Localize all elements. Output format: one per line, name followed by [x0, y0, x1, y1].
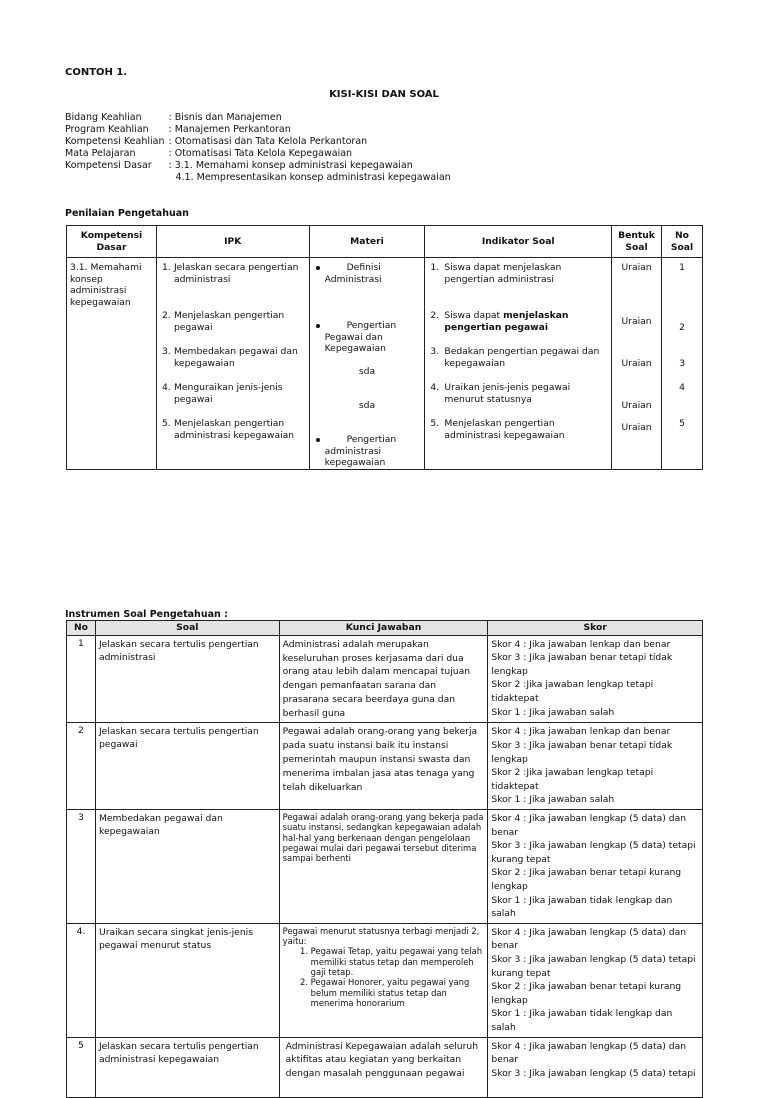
row-kunci	[279, 635, 488, 723]
skor-line-1: Skor 4 : Jika jawaban lengkap (5 data) dan benar	[491, 813, 687, 838]
materi-item-1	[313, 262, 422, 285]
indikator-list	[428, 262, 608, 462]
row-soal: Uraikan secara singkat jenis-jenis pegawai menurut status	[95, 923, 279, 1037]
ipk-item-3	[160, 346, 306, 369]
no-soal-item-3: 3	[679, 358, 685, 369]
row-kunci	[279, 1037, 488, 1097]
skor-line-2: Skor 3 : Jika jawaban benar tetapi tidak lengkap	[491, 740, 673, 765]
row-kunci	[279, 923, 488, 1037]
skor-line-3: Skor 2 : Jika jawaban benar tetapi kurang lengkap	[491, 981, 682, 1006]
ipk-item-1	[160, 262, 306, 285]
ipk-num: 3.	[161, 346, 171, 357]
info-value-0: : Bisnis dan Manajemen	[168, 112, 282, 123]
indikator-bold-text: menjelaskan pengertian pegawai	[444, 310, 569, 333]
header-skor: Skor	[488, 621, 703, 636]
row-kunci	[279, 810, 488, 924]
materi-list	[313, 262, 422, 469]
kunci-list-item-1: 1. Pegawai Tetap, yaitu pegawai yang telah memiliki status tetap dan memperoleh gaji tetap.	[311, 946, 485, 977]
info-label-2: Kompetensi Keahlian	[65, 136, 165, 147]
bentuk-item-2: Uraian	[621, 316, 652, 327]
kunci-text: Pegawai menurut statusnya terbagi menjadi 2, yaitu:	[282, 925, 480, 947]
info-label-0: Bidang Keahlian	[65, 112, 142, 123]
skor-line-1: Skor 4 : Jika jawaban lengkap (5 data) dan benar	[491, 926, 687, 952]
info-value-2: : Otomatisasi dan Tata Kelola Perkantoran	[168, 136, 368, 147]
row-skor	[488, 1037, 703, 1097]
skor-line-3: Skor 2 : Jika jawaban benar tetapi kurang lengkap	[491, 867, 682, 893]
no-soal-item-1: 1	[679, 262, 685, 273]
info-value-5: 4.1. Mempresentasikan konsep administrasi kepegawaian	[175, 172, 451, 183]
kisi-table	[66, 225, 703, 470]
skor-line-1: Skor 4 : Jika jawaban lenkap dan benar	[491, 638, 671, 650]
info-value-3: : Otomatisasi Tata Kelola Kepegawaian	[168, 148, 353, 159]
no-soal-item-5: 5	[679, 418, 685, 429]
ipk-num: 4.	[161, 382, 171, 393]
ipk-text: Menjelaskan pengertian administrasi kepegawaian	[173, 418, 295, 441]
indikator-text: Siswa dapat	[444, 310, 504, 321]
ipk-text: Menguraikan jenis-jenis pegawai	[173, 382, 283, 405]
indikator-num: 2.	[430, 310, 440, 321]
row-skor	[488, 635, 703, 723]
header-kunci: Kunci Jawaban	[279, 621, 488, 636]
header-bentuk: Bentuk Soal	[612, 226, 662, 258]
indikator-item-3	[428, 346, 608, 369]
instrumen-row	[67, 635, 703, 723]
indikator-num: 5.	[430, 418, 440, 429]
ipk-list	[160, 262, 306, 462]
bentuk-list	[615, 262, 658, 462]
skor-line-4: Skor 1 : Jika jawaban salah	[491, 794, 615, 806]
instrumen-table	[66, 620, 703, 1098]
row-soal: Membedakan pegawai dan kepegawaian	[95, 810, 279, 924]
skor-line-2: Skor 3 : Jika jawaban lengkap (5 data) tetapi kurang tepat	[491, 840, 696, 865]
row-soal: Jelaskan secara tertulis pengertian administrasi	[95, 635, 279, 723]
skor-line-4: Skor 1 : Jika jawaban salah	[491, 706, 615, 718]
materi-text: Pengertian administrasi kepegawaian	[324, 434, 397, 469]
bentuk-item-3: Uraian	[621, 358, 652, 369]
indikator-num: 3.	[430, 346, 440, 357]
materi-text: Definisi Administrasi	[324, 262, 382, 285]
info-label-5	[65, 172, 168, 184]
info-label-4: Kompetensi Dasar	[65, 160, 152, 171]
materi-item-3	[313, 366, 422, 378]
indikator-text: Menjelaskan pengertian administrasi kepegawaian	[444, 418, 565, 441]
bentuk-item-4: Uraian	[621, 400, 652, 411]
row-kunci	[279, 723, 488, 810]
bullet-icon	[316, 324, 320, 328]
skor-line-2: Skor 3 : Jika jawaban lengkap (5 data) tetapi kurang tepat	[491, 953, 696, 979]
ipk-num: 5.	[161, 418, 171, 429]
kunci-text: Administrasi adalah merupakan keseluruhan proses kerjasama dari dua orang atau lebih dalam mencapai tujuan dengan pemanfaatan sarana dan prasarana secara beerdaya guna dan berhasil guna	[282, 638, 471, 719]
instrumen-row	[67, 810, 703, 924]
row-soal: Jelaskan secara tertulis pengertian administrasi kepegawaian	[95, 1037, 279, 1097]
row-soal: Jelaskan secara tertulis pengertian pegawai	[95, 723, 279, 810]
skor-line-4: Skor 1 : Jika jawaban tidak lengkap dan salah	[491, 894, 673, 920]
info-block	[65, 112, 455, 184]
page-title: KISI-KISI DAN SOAL	[329, 89, 439, 100]
header-soal: Soal	[95, 621, 279, 636]
bentuk-item-1: Uraian	[621, 262, 652, 273]
skor-line-4: Skor 1 : Jika jawaban tidak lengkap dan salah	[491, 1008, 673, 1033]
instrumen-row	[67, 923, 703, 1037]
materi-item-2	[313, 320, 422, 355]
kunci-text: Pegawai adalah orang-orang yang bekerja pada suatu instansi baik itu instansi pemerintah maupun instansi swasta dan menerima imbalan jasa atas tenaga yang telah dikeluarkan	[282, 726, 478, 793]
materi-text: sda	[358, 366, 376, 377]
instrumen-row	[67, 723, 703, 810]
header-kd: Kompetensi Dasar	[67, 226, 157, 258]
row-no: 4.	[67, 923, 96, 1037]
section2-title: Instrumen Soal Pengetahuan :	[65, 609, 228, 620]
indikator-text: Siswa dapat menjelaskan pengertian administrasi	[444, 262, 562, 285]
bentuk-item-5: Uraian	[621, 422, 652, 433]
materi-item-4	[313, 400, 422, 412]
info-label-1: Program Keahlian	[65, 124, 149, 135]
section1-title: Penilaian Pengetahuan	[65, 208, 189, 219]
no-soal-item-4: 4	[679, 382, 685, 393]
ipk-text: Menjelaskan pengertian pegawai	[173, 310, 285, 333]
skor-line-2: Skor 3 : Jika jawaban lengkap (5 data) tetapi	[491, 1067, 696, 1079]
example-label: CONTOH 1.	[65, 67, 128, 78]
info-value-1: : Manajemen Perkantoran	[168, 124, 291, 135]
instrumen-row	[67, 1037, 703, 1097]
ipk-item-5	[160, 418, 306, 441]
bullet-icon	[316, 266, 320, 270]
materi-text: Pengertian Pegawai dan Kepegawaian	[324, 320, 397, 355]
row-no: 3	[67, 810, 96, 924]
header-no2: No	[67, 621, 96, 636]
row-no: 5	[67, 1037, 96, 1097]
info-value-4: : 3.1. Memahami konsep administrasi kepegawaian	[168, 160, 413, 171]
indikator-num: 1.	[430, 262, 440, 273]
row-skor	[488, 810, 703, 924]
materi-text: sda	[358, 400, 376, 411]
skor-line-2: Skor 3 : Jika jawaban benar tetapi tidak lengkap	[491, 652, 673, 677]
ipk-item-4	[160, 382, 306, 405]
skor-line-1: Skor 4 : Jika jawaban lengkap (5 data) dan benar	[491, 1040, 687, 1066]
materi-item-5	[313, 434, 422, 469]
indikator-item-4	[428, 382, 608, 405]
info-label-3: Mata Pelajaran	[65, 148, 136, 159]
row-skor	[488, 923, 703, 1037]
header-ipk: IPK	[156, 226, 309, 258]
skor-line-3: Skor 2 :Jika jawaban lengkap tetapi tidaktepat	[491, 679, 654, 705]
kunci-list-item-2: 2. Pegawai Honorer, yaitu pegawai yang belum memiliki status tetap dan menerima honorarium	[311, 977, 485, 1008]
header-indikator: Indikator Soal	[425, 226, 612, 258]
header-no: No Soal	[662, 226, 703, 258]
row-no: 2	[67, 723, 96, 810]
row-skor	[488, 723, 703, 810]
no-soal-item-2: 2	[679, 322, 685, 333]
no-soal-list	[665, 262, 699, 462]
indikator-text: Uraikan jenis-jenis pegawai menurut statusnya	[444, 382, 571, 405]
indikator-text: Bedakan pengertian pegawai dan kepegawaian	[444, 346, 600, 369]
ipk-text: Jelaskan secara pengertian administrasi	[173, 262, 299, 285]
ipk-num: 1.	[161, 262, 171, 273]
kd-text: 3.1. Memahami konsep administrasi kepegawaian	[70, 262, 142, 309]
kunci-text: Administrasi Kepegawaian adalah seluruh aktifitas atau kegiatan yang berkaitan dengan masalah penggunaan pegawai	[285, 1040, 479, 1080]
kunci-text: Pegawai adalah orang-orang yang bekerja pada suatu instansi, sedangkan kepegawaian adalah hal-hal yang berkenaan dengan pengelolaan pegawai mulai dari pegawai tersebut diterima sampai berhenti	[282, 812, 484, 864]
kunci-list	[283, 946, 485, 1008]
row-no: 1	[67, 635, 96, 723]
indikator-num: 4.	[430, 382, 440, 393]
indikator-item-1	[428, 262, 608, 285]
skor-line-3: Skor 2 :Jika jawaban lengkap tetapi tidaktepat	[491, 767, 654, 792]
ipk-item-2	[160, 310, 306, 333]
skor-line-1: Skor 4 : Jika jawaban lenkap dan benar	[491, 726, 671, 738]
bullet-icon	[316, 438, 320, 442]
indikator-item-2	[428, 310, 608, 333]
indikator-item-5	[428, 418, 608, 441]
ipk-text: Membedakan pegawai dan kepegawaian	[173, 346, 298, 369]
ipk-num: 2.	[161, 310, 171, 321]
header-materi: Materi	[309, 226, 425, 258]
